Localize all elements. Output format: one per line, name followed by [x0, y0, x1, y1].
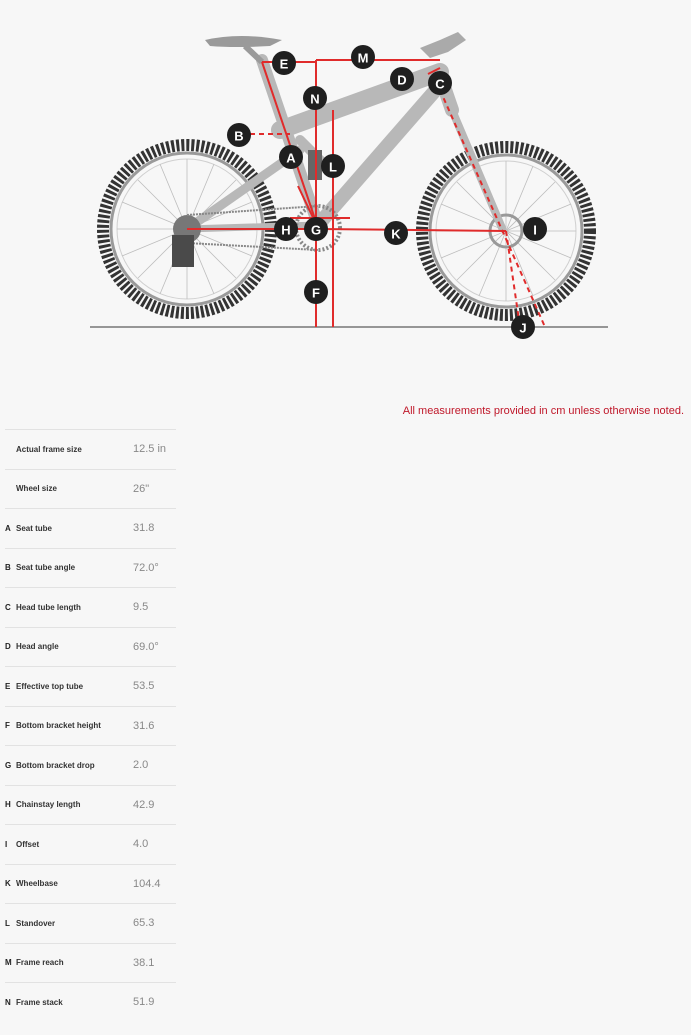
- units-note: All measurements provided in cm unless otherwise noted.: [402, 405, 684, 417]
- marker-c: [428, 71, 452, 95]
- marker-d: [390, 67, 414, 91]
- marker-l: [321, 154, 345, 178]
- measurement-label: Bottom bracket drop: [16, 760, 95, 770]
- measurement-value: 38.1: [133, 956, 155, 969]
- geometry-row: [5, 706, 176, 746]
- svg-text:B: B: [234, 128, 244, 144]
- measurement-value: 4.0: [133, 838, 149, 851]
- measurement-value: 69.0°: [133, 640, 159, 653]
- marker-f: [304, 280, 328, 304]
- measurement-label: Effective top tube: [16, 681, 84, 691]
- marker-m: [351, 45, 375, 69]
- measurement-value: 104.4: [133, 877, 161, 890]
- measurement-label: Seat tube angle: [16, 563, 76, 573]
- marker-i: [523, 217, 547, 241]
- measurement-label: Wheelbase: [16, 879, 58, 889]
- measurement-label: Frame reach: [16, 958, 64, 968]
- measurement-value: 53.5: [133, 680, 155, 693]
- geometry-row: [5, 824, 176, 864]
- marker-g: [304, 217, 328, 241]
- measurement-code: B: [5, 563, 11, 573]
- svg-text:C: C: [435, 76, 445, 92]
- bike-geometry-diagram: [0, 0, 691, 360]
- measurement-label: Seat tube: [16, 523, 53, 533]
- geometry-row: [5, 627, 176, 667]
- svg-text:A: A: [286, 150, 296, 166]
- marker-b: [227, 123, 251, 147]
- measurement-value: 65.3: [133, 917, 155, 930]
- measurement-code: L: [5, 918, 10, 928]
- svg-text:K: K: [391, 226, 401, 242]
- marker-h: [274, 217, 298, 241]
- measurement-value: 51.9: [133, 996, 155, 1009]
- measurement-label: Standover: [16, 918, 56, 928]
- svg-text:F: F: [312, 285, 320, 301]
- geometry-table: [5, 429, 176, 1022]
- measurement-code: M: [5, 958, 12, 968]
- measurement-code: N: [5, 997, 11, 1007]
- svg-text:I: I: [533, 222, 537, 238]
- measurement-code: K: [5, 879, 11, 889]
- geometry-row: [5, 469, 176, 509]
- geometry-row: [5, 903, 176, 943]
- measurement-value: 72.0°: [133, 561, 159, 574]
- geometry-row: [5, 508, 176, 548]
- measurement-label: Frame stack: [16, 997, 63, 1007]
- measurement-code: E: [5, 681, 11, 691]
- measurement-label: Head tube length: [16, 602, 81, 612]
- measurement-code: G: [5, 760, 12, 770]
- svg-text:N: N: [310, 91, 320, 107]
- seatpost: [245, 46, 262, 62]
- measurement-label: Wheel size: [16, 484, 57, 494]
- measurement-code: D: [5, 642, 11, 652]
- measurement-value: 42.9: [133, 798, 155, 811]
- measurement-code: A: [5, 523, 11, 533]
- measurement-label: Offset: [16, 839, 40, 849]
- svg-text:E: E: [279, 56, 289, 72]
- measurement-value: 2.0: [133, 759, 149, 772]
- marker-j: [511, 315, 535, 339]
- svg-text:M: M: [357, 50, 369, 66]
- geometry-row: [5, 429, 176, 469]
- measurement-code: F: [5, 721, 10, 731]
- marker-e: [272, 51, 296, 75]
- svg-text:L: L: [329, 159, 337, 175]
- marker-n: [303, 86, 327, 110]
- measurement-label: Chainstay length: [16, 800, 81, 810]
- measurement-label: Actual frame size: [16, 444, 82, 454]
- measurement-value: 26": [133, 482, 150, 495]
- svg-text:D: D: [397, 72, 407, 88]
- svg-text:J: J: [519, 320, 527, 336]
- geometry-row: [5, 943, 176, 983]
- geometry-row: [5, 785, 176, 825]
- svg-text:H: H: [281, 222, 291, 238]
- geometry-row: [5, 745, 176, 785]
- measurement-label: Head angle: [16, 642, 59, 652]
- svg-text:G: G: [310, 222, 322, 238]
- measurement-value: 31.8: [133, 522, 155, 535]
- measurement-code: H: [5, 800, 11, 810]
- handlebar: [420, 32, 466, 58]
- geometry-row: [5, 864, 176, 904]
- geometry-row: [5, 666, 176, 706]
- measurement-value: 31.6: [133, 719, 155, 732]
- measurement-label: Bottom bracket height: [16, 721, 101, 731]
- rear-derailleur: [172, 235, 194, 267]
- measurement-value: 12.5 in: [133, 443, 167, 456]
- measurement-code: C: [5, 602, 11, 612]
- marker-a: [279, 145, 303, 169]
- geometry-row: [5, 548, 176, 588]
- geometry-row: [5, 982, 176, 1022]
- geometry-row: [5, 587, 176, 627]
- measurement-code: I: [5, 839, 8, 849]
- measurement-value: 9.5: [133, 601, 149, 614]
- marker-k: [384, 221, 408, 245]
- saddle: [205, 36, 282, 47]
